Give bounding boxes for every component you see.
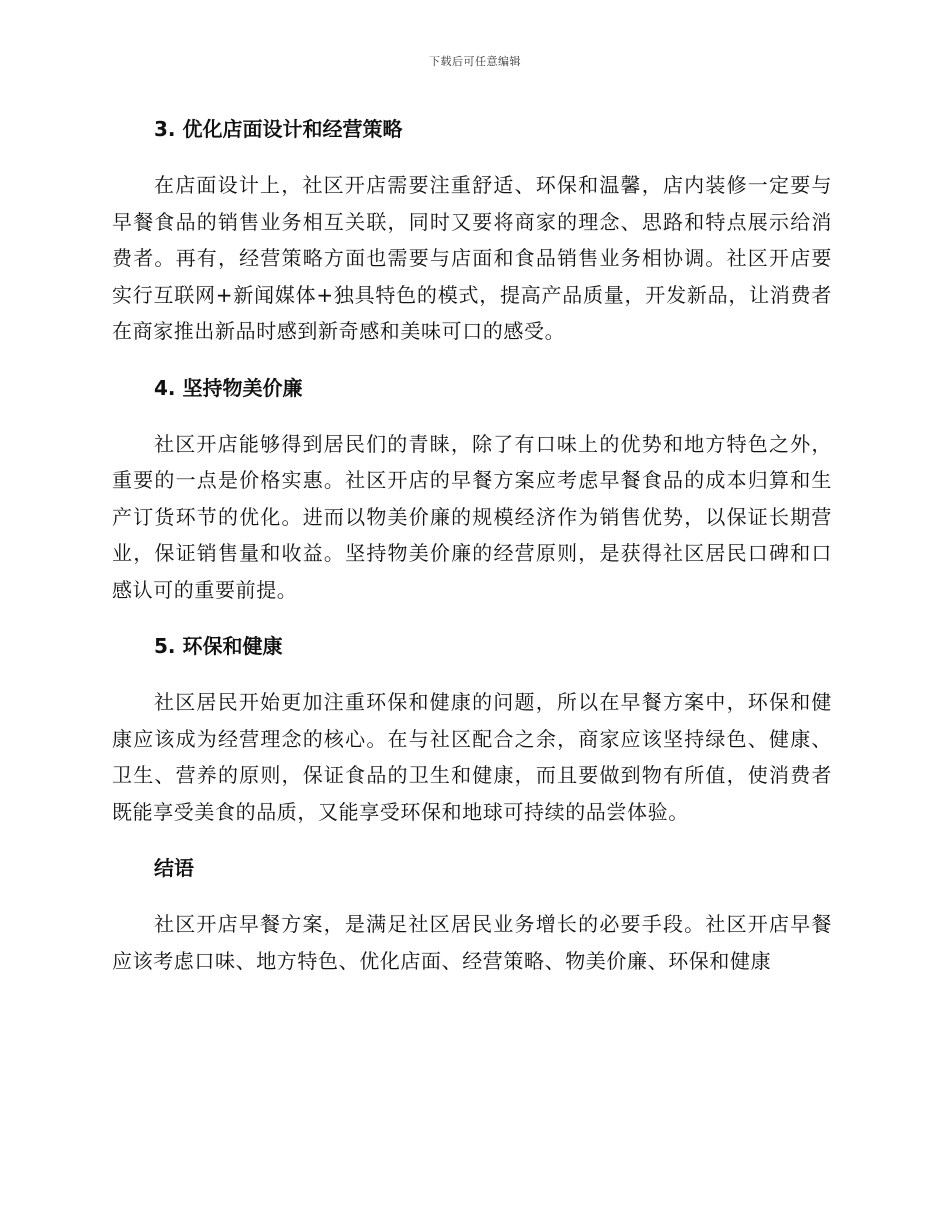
section-paragraph-5: 社区居民开始更加注重环保和健康的问题，所以在早餐方案中，环保和健康应该成为经营理念的核心。在与社区配合之余，商家应该坚持绿色、健康、卫生、营养的原则，保证食品的卫生和健康，而且要做到物有所值，使消费者既能享受美食的品质，又能享受环保和地球可持续的品尝体验。: [112, 690, 832, 824]
section-paragraph-4: 社区开店能够得到居民们的青睐，除了有口味上的优势和地方特色之外，重要的一点是价格实惠。社区开店的早餐方案应考虑早餐食品的成本归算和生产订货环节的优化。进而以物美价廉的规模经济作为销售优势，以保证长期营业，保证销售量和收益。坚持物美价廉的经营原则，是获得社区居民口碑和口感认可的重要前提。: [112, 431, 832, 602]
section-paragraph-conclusion: 社区开店早餐方案，是满足社区居民业务增长的必要手段。社区开店早餐应该考虑口味、地方特色、优化店面、经营策略、物美价廉、环保和健康: [112, 912, 832, 973]
section-heading-conclusion: 结语: [154, 856, 194, 880]
section-paragraph-3: 在店面设计上，社区开店需要注重舒适、环保和温馨，店内装修一定要与早餐食品的销售业务相互关联，同时又要将商家的理念、思路和特点展示给消费者。再有，经营策略方面也需要与店面和食品销售业务相协调。社区开店要实行互联网+新闻媒体+独具特色的模式，提高产品质量，开发新品，让消费者在商家推出新品时感到新奇感和美味可口的感受。: [112, 173, 832, 343]
document-body: [112, 113, 832, 979]
section-heading-5: 5. 环保和健康: [154, 634, 283, 658]
section-heading-4: 4. 坚持物美价廉: [154, 375, 303, 400]
page-header: 下载后可任意编辑: [429, 55, 521, 68]
section-heading-3: 3. 优化店面设计和经营策略: [154, 117, 403, 141]
